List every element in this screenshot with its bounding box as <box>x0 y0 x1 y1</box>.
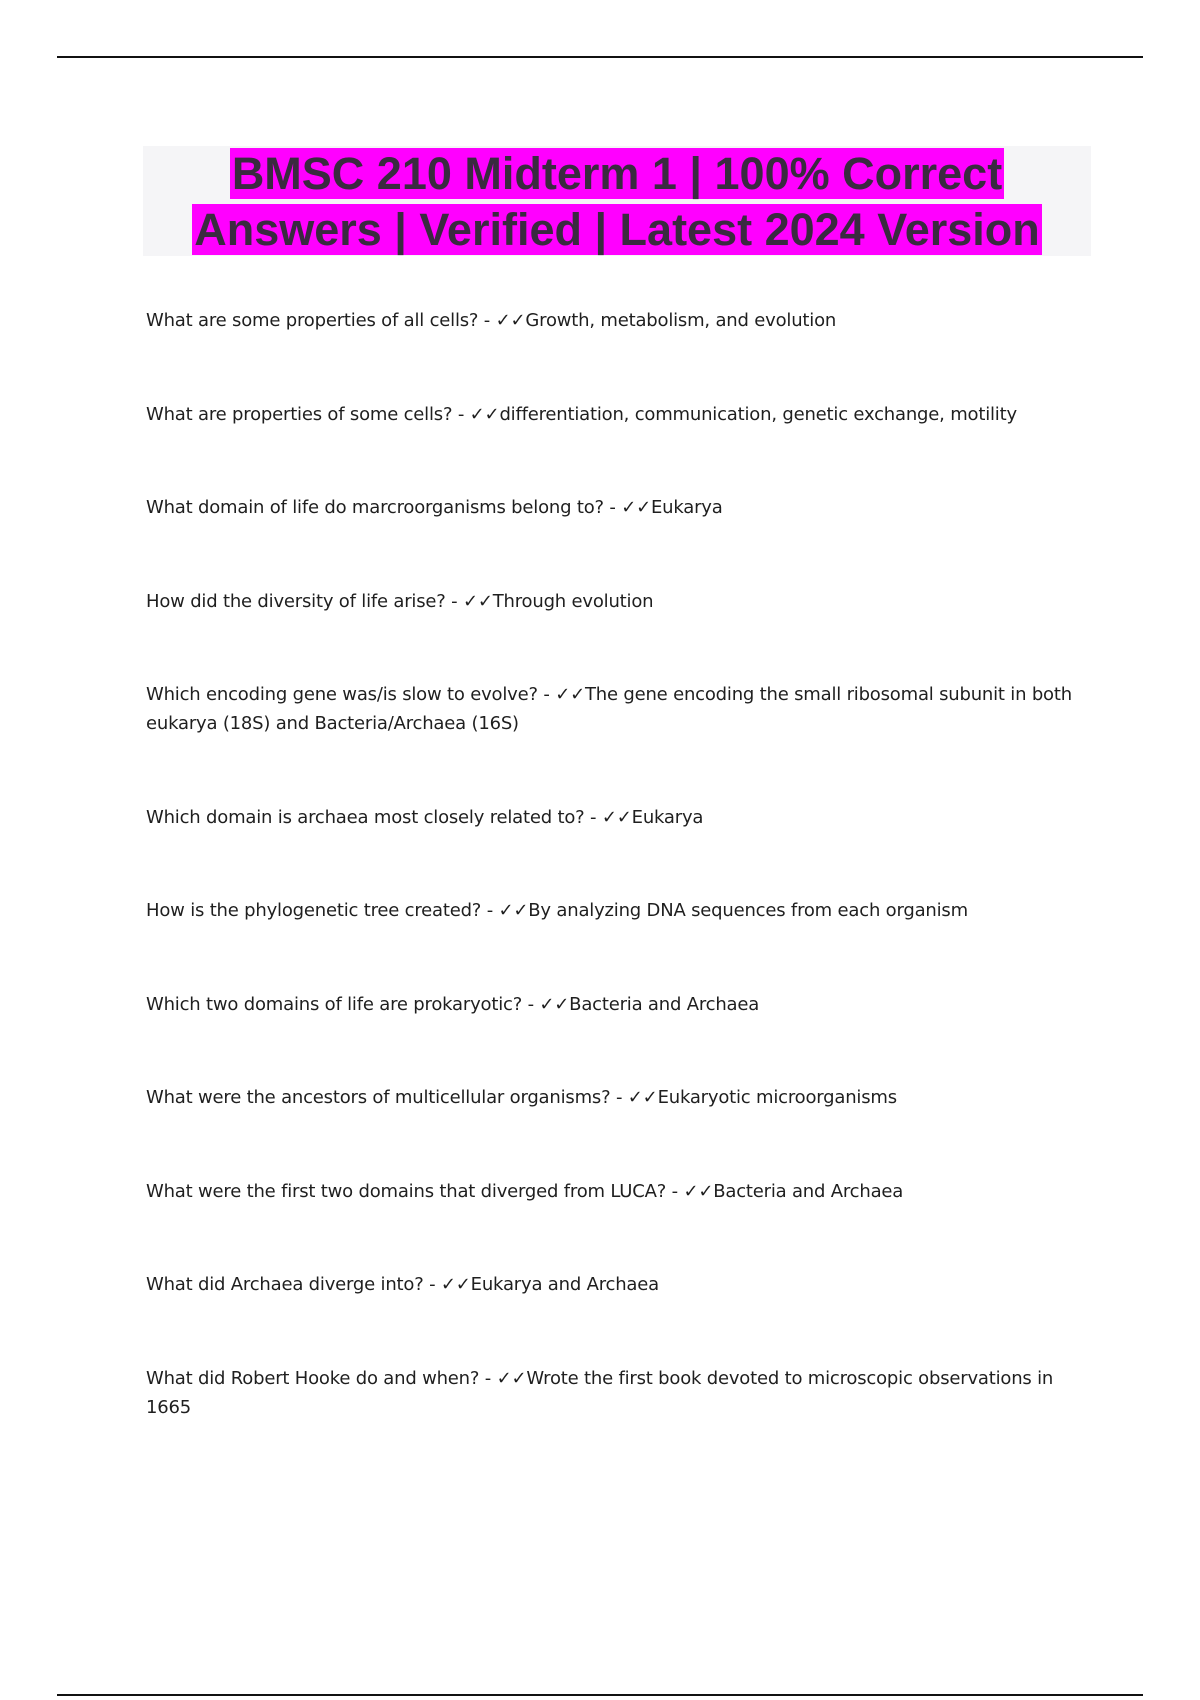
separator: - <box>610 1087 628 1108</box>
separator: - <box>584 807 602 828</box>
double-check-icon: ✓✓ <box>496 1368 527 1389</box>
answer-text: differentiation, communication, genetic exchange, motility <box>499 404 1017 425</box>
answer-text: Eukarya <box>650 497 723 518</box>
qa-item <box>146 680 1096 738</box>
separator: - <box>537 684 556 705</box>
question-text: What domain of life do marcroorganisms belong to? <box>146 497 604 518</box>
qa-item <box>146 990 1096 1019</box>
double-check-icon: ✓✓ <box>462 591 493 612</box>
answer-text: Bacteria and Archaea <box>569 994 760 1015</box>
question-text: How is the phylogenetic tree created? <box>146 900 482 921</box>
document-title <box>143 146 1091 258</box>
double-check-icon: ✓✓ <box>539 994 570 1015</box>
separator: - <box>522 994 540 1015</box>
double-check-icon: ✓✓ <box>440 1274 471 1295</box>
qa-item <box>146 1270 1096 1299</box>
question-text: What are some properties of all cells? <box>146 310 479 331</box>
answer-text: By analyzing DNA sequences from each organism <box>528 900 968 921</box>
qa-item <box>146 1083 1096 1112</box>
double-check-icon: ✓✓ <box>555 684 585 705</box>
answer-text: Eukarya <box>631 807 704 828</box>
separator: - <box>452 404 470 425</box>
question-text: How did the diversity of life arise? <box>146 591 446 612</box>
qa-item <box>146 587 1096 616</box>
double-check-icon: ✓✓ <box>495 310 526 331</box>
question-text: Which two domains of life are prokaryotic? <box>146 994 523 1015</box>
double-check-icon: ✓✓ <box>683 1181 714 1202</box>
question-text: What did Robert Hooke do and when? <box>146 1368 480 1389</box>
separator: - <box>481 900 499 921</box>
question-text: What are properties of some cells? <box>146 404 453 425</box>
qa-item <box>146 803 1096 832</box>
title-block <box>143 146 1091 256</box>
double-check-icon: ✓✓ <box>469 404 500 425</box>
answer-text: Growth, metabolism, and evolution <box>525 310 837 331</box>
question-text: Which encoding gene was/is slow to evolve? <box>146 684 538 705</box>
qa-item <box>146 896 1096 925</box>
bottom-rule <box>57 1694 1143 1696</box>
separator: - <box>423 1274 441 1295</box>
answer-text: Eukarya and Archaea <box>470 1274 659 1295</box>
answer-text: Eukaryotic microorganisms <box>657 1087 897 1108</box>
separator: - <box>478 310 496 331</box>
separator: - <box>666 1181 684 1202</box>
separator: - <box>479 1368 497 1389</box>
answer-text: Wrote the first book devoted to microscopic observations in 1665 <box>146 1368 1054 1418</box>
qa-item <box>146 1364 1096 1422</box>
title-line-1: BMSC 210 Midterm 1 | 100% Correct <box>231 148 1003 199</box>
answer-text: The gene encoding the small ribosomal subunit in both eukarya (18S) and Bacteria/Archaea (16S) <box>146 684 1072 734</box>
question-text: What did Archaea diverge into? <box>146 1274 424 1295</box>
double-check-icon: ✓✓ <box>627 1087 658 1108</box>
double-check-icon: ✓✓ <box>498 900 529 921</box>
separator: - <box>445 591 463 612</box>
answer-text: Bacteria and Archaea <box>713 1181 904 1202</box>
top-rule <box>57 56 1143 58</box>
double-check-icon: ✓✓ <box>601 807 632 828</box>
title-line-2: Answers | Verified | Latest 2024 Version <box>194 204 1040 255</box>
qa-item <box>146 400 1096 429</box>
answer-text: Through evolution <box>492 591 654 612</box>
question-text: What were the first two domains that diverged from LUCA? <box>146 1181 667 1202</box>
double-check-icon: ✓✓ <box>621 497 651 518</box>
separator: - <box>603 497 622 518</box>
question-text: What were the ancestors of multicellular organisms? <box>146 1087 611 1108</box>
qa-item <box>146 493 1096 522</box>
qa-item <box>146 306 1096 335</box>
question-text: Which domain is archaea most closely related to? <box>146 807 585 828</box>
qa-item <box>146 1177 1096 1206</box>
